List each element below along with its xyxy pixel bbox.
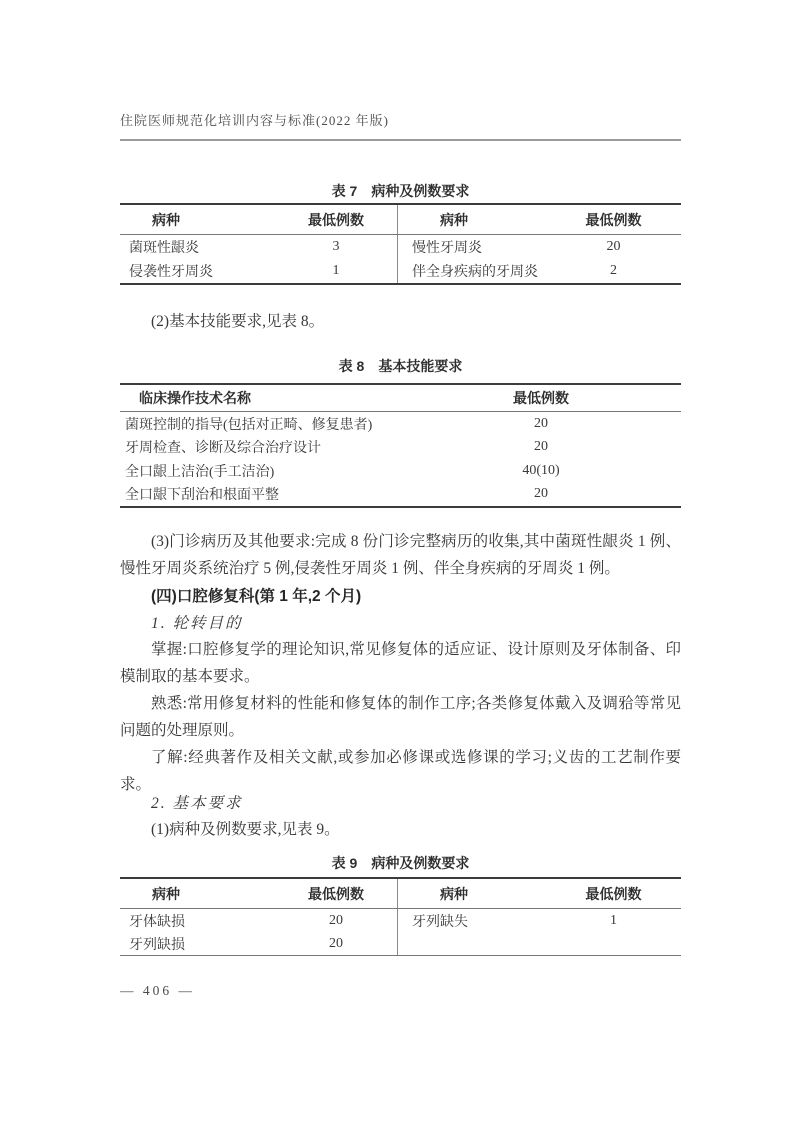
table9-caption-title: 病种及例数要求	[371, 855, 470, 871]
table9-caption	[120, 853, 681, 873]
table-cell: 全口龈上洁治(手工洁治)	[125, 464, 275, 480]
table-cell: 1	[332, 263, 340, 278]
table8-header-row	[120, 385, 681, 412]
table8-header-cell: 最低例数	[513, 390, 569, 406]
table-cell: 牙列缺损	[129, 937, 185, 953]
table-cell: 20	[329, 935, 343, 951]
table9-header-cell: 最低例数	[308, 885, 364, 902]
table9-header-cell: 病种	[397, 879, 546, 908]
table-row	[120, 259, 681, 283]
table9-header-cell: 病种	[152, 885, 180, 902]
table-cell: 20	[534, 486, 548, 502]
table7-header-row	[120, 205, 681, 235]
table7-header-cell: 最低例数	[585, 211, 642, 228]
table-row	[120, 235, 681, 259]
table-cell: 菌斑控制的指导(包括对正畸、修复患者)	[125, 417, 373, 433]
table-9	[120, 877, 681, 956]
table-row	[120, 932, 681, 955]
table8-caption-title: 基本技能要求	[378, 358, 463, 374]
table-cell	[397, 932, 546, 955]
table-cell	[546, 932, 681, 955]
paragraph-disease-case-requirements: (1)病种及例数要求,见表 9。	[151, 821, 340, 838]
table-cell: 牙体缺损	[129, 914, 185, 930]
table-8	[120, 383, 681, 508]
table7-caption	[120, 181, 681, 201]
table-cell: 伴全身疾病的牙周炎	[397, 259, 546, 283]
paragraph-understand: 了解:经典著作及相关文献,或参加必修课或选修课的学习;义齿的工艺制作要求。	[120, 749, 681, 793]
section-heading-prosthodontics: (四)口腔修复科(第 1 年,2 个月)	[151, 588, 362, 605]
table-row	[120, 459, 681, 483]
table7-caption-label: 表 7	[331, 183, 358, 199]
paragraph-basic-skills: (2)基本技能要求,见表 8。	[151, 313, 325, 330]
table8-caption	[120, 356, 681, 376]
table9-caption-label: 表 9	[331, 855, 358, 871]
table-row	[120, 909, 681, 932]
table-7	[120, 203, 681, 285]
paragraph-outpatient-records: (3)门诊病历及其他要求:完成 8 份门诊完整病历的收集,其中菌斑性龈炎 1 例、慢性牙周炎系统治疗 5 例,侵袭性牙周炎 1 例、伴全身疾病的牙周炎 1 例。	[120, 533, 681, 577]
table-cell: 菌斑性龈炎	[129, 241, 199, 256]
table-cell: 40(10)	[522, 462, 560, 478]
table-row	[120, 412, 681, 436]
table7-caption-title: 病种及例数要求	[371, 183, 470, 199]
table7-header-cell: 病种	[152, 211, 180, 228]
paragraph-familiar: 熟悉:常用修复材料的性能和修复体的制作工序;各类修复体戴入及调𬌗等常见问题的处理原则。	[120, 695, 681, 739]
table-cell: 牙周检查、诊断及综合治疗设计	[125, 441, 321, 457]
table7-header-cell: 病种	[397, 205, 546, 234]
table9-header-row	[120, 879, 681, 909]
table-cell: 20	[606, 239, 621, 254]
table-row	[120, 483, 681, 507]
table-cell: 20	[534, 415, 548, 431]
running-header: 住院医师规范化培训内容与标准(2022 年版)	[120, 113, 389, 128]
table-cell: 20	[329, 912, 343, 928]
table-cell: 全口龈下刮治和根面平整	[125, 488, 279, 504]
table7-header-cell: 最低例数	[308, 211, 364, 228]
table-cell: 3	[332, 239, 340, 254]
header-rule	[120, 139, 681, 141]
table-cell: 20	[534, 439, 548, 455]
table-cell: 1	[610, 912, 617, 928]
table8-caption-label: 表 8	[338, 358, 365, 374]
table-cell: 2	[610, 263, 617, 278]
table8-header-cell: 临床操作技术名称	[139, 390, 251, 406]
page-number: — 406 —	[120, 983, 195, 998]
subsection-basic-requirements: 2. 基本要求	[151, 795, 243, 812]
paragraph-master: 掌握:口腔修复学的理论知识,常见修复体的适应证、设计原则及牙体制备、印模制取的基本要求。	[120, 641, 681, 685]
table-row	[120, 436, 681, 460]
table-cell: 侵袭性牙周炎	[129, 265, 213, 280]
table9-header-cell: 最低例数	[585, 885, 642, 902]
subsection-rotation-purpose: 1. 轮转目的	[151, 615, 243, 632]
table-cell: 慢性牙周炎	[397, 235, 546, 259]
table-cell: 牙列缺失	[397, 909, 546, 932]
